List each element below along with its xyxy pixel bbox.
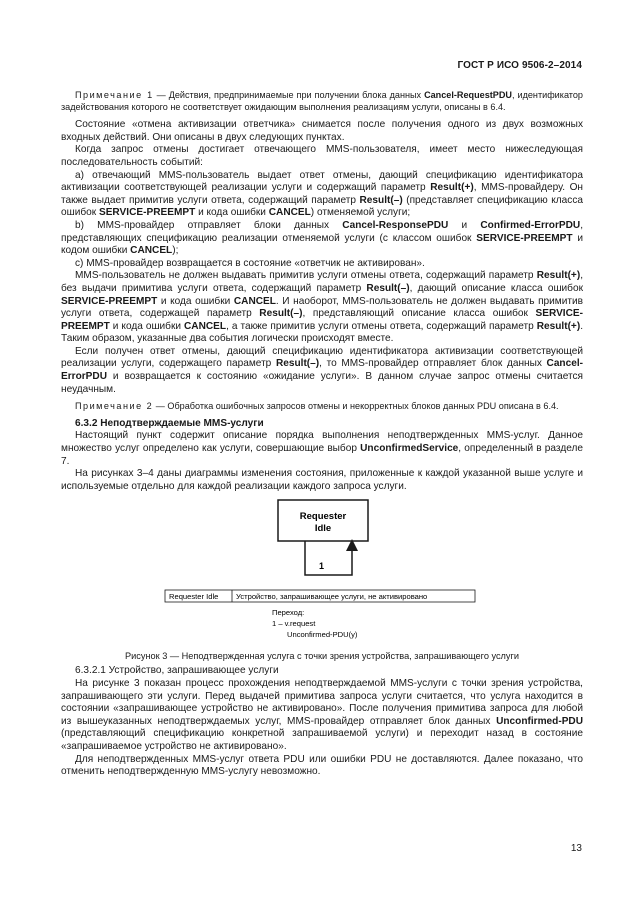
page-body xyxy=(61,90,583,779)
paragraph: На рисунке 3 показан процесс прохождения неподтверждаемой MMS-услуги с точки зрения устройства, запрашивающего эти услуги. Перед выдачей примитива запроса услуги считается, что услуга находится в состоянии «запрашивающее устройство не активировано». После получения примитива запроса для любой из вышеуказанных неподтверждаемых услуг, MMS-провайдер отправляет блок данных Unconfirmed-PDU (представляющий спецификацию конкретной запрашиваемой услуги) и переходит назад в состояние «запрашиваемое устройство не активировано». xyxy=(61,678,583,752)
list-item-c: c) MMS-провайдер возвращается в состояние «ответчик не активирован». xyxy=(75,257,425,269)
paragraph: Для неподтвержденных MMS-услуг ответа PDU или ошибки PDU не доставляются. Далее показано, что отменить неподтвержденную MMS-услугу невозможно. xyxy=(61,753,583,778)
note-1: Примечание 1 — Действия, предпринимаемые при получении блока данных Cancel-RequestPDU, идентификатор задействования которого не соответствует ожидающим выполнения реализациям услуги, описаны в 6.4. xyxy=(61,90,583,112)
state-label-line2: Idle xyxy=(314,523,332,535)
state-label-line1: Requester xyxy=(299,511,347,523)
transition-title: Переход: xyxy=(272,608,305,618)
paragraph: MMS-пользователь не должен выдавать примитив услуги отмены ответа, содержащий параметр Result(+), без выдачи примитива услуги ответа, содержащий параметр Result(–), дающий описание класса ошибок SERVICE-PREEMPT и кода ошибки CANCEL. И наоборот, MMS-пользователь не должен выдавать примитив услуги ответа, содержащей параметр Result(–), представляющий описание класса ошибок SERVICE-PREEMPT и кода ошибки CANCEL, а также примитив услуги отмены ответа, содержащий параметр Result(+). Таким образом, указанные два события логически происходят вместе. xyxy=(61,270,584,345)
paragraph: На рисунках 3–4 даны диаграммы изменения состояния, приложенные к каждой указанной выше услуге и используемые отдельно для каждой реализации каждого запроса услуги. xyxy=(61,468,583,492)
transition-line-2: Unconfirmed-PDU(y) xyxy=(287,630,358,640)
transition-line-1: 1 – v.request xyxy=(272,619,316,629)
transition-arrow xyxy=(305,541,352,575)
paragraph: Состояние «отмена активизации ответчика» снимается после получения одного из двух возможных входных действий. Они описаны в двух следующих пунктах. xyxy=(61,119,583,143)
note-label: Примечание 2 xyxy=(75,401,154,412)
legend-description: Устройство, запрашивающее услуги, не активировано xyxy=(236,592,428,602)
list-item-a: a) отвечающий MMS-пользователь выдает ответ отмены, дающий спецификацию идентификатора активизации соответствующей реализации услуги и содержащий параметр Result(+), MMS-провайдеру. Он также выдает примитив услуги ответа, содержащий параметр Result(–) (представляет спецификацию класса ошибок SERVICE-PREEMPT и кода ошибки CANCEL) отменяемой услуги; xyxy=(61,169,583,219)
subsection-heading: 6.3.2.1 Устройство, запрашивающее услуги xyxy=(75,665,279,677)
state-diagram xyxy=(61,493,583,653)
transition-number: 1 xyxy=(319,561,325,572)
legend-state: Requester Idle xyxy=(169,592,219,602)
note-label: Примечание 1 xyxy=(75,90,154,100)
list-item-b: b) MMS-провайдер отправляет блоки данных Cancel-ResponsePDU и Confirmed-ErrorPDU, представляющих спецификацию реализации отменяемой услуги (с классом ошибок SERVICE-PREEMPT и кодом ошибки CANCEL); xyxy=(61,219,584,257)
section-heading: 6.3.2 Неподтверждаемые MMS-услуги xyxy=(75,417,264,429)
paragraph: Если получен ответ отмены, дающий спецификацию идентификатора активизации соответствующей реализации услуги, содержащего параметр Result(–), то MMS-провайдер отправляет блок данных Cancel-ErrorPDU и возвращается к состоянию «ожидание услуги». В данном случае запрос отмены считается неудачным. xyxy=(61,345,583,395)
note-2: Примечание 2 — Обработка ошибочных запросов отмены и некорректных блоков данных PDU описана в 6.4. xyxy=(75,401,559,412)
figure-3 xyxy=(61,493,583,665)
paragraph: Когда запрос отмены достигает отвечающего MMS-пользователя, имеет место нижеследующая последовательность событий: xyxy=(61,144,583,168)
paragraph: Настоящий пункт содержит описание порядка выполнения неподтвержденных MMS-услуг. Данное множество услуг определено как услуги, совершающие выбор UnconfirmedService, определенный в разделе 7. xyxy=(61,430,583,467)
page-number: 13 xyxy=(570,843,582,854)
figure-caption: Рисунок 3 — Неподтвержденная услуга с точки зрения устройства, запрашивающего услуги xyxy=(125,651,519,662)
page-header: ГОСТ Р ИСО 9506-2–2014 xyxy=(457,60,582,71)
